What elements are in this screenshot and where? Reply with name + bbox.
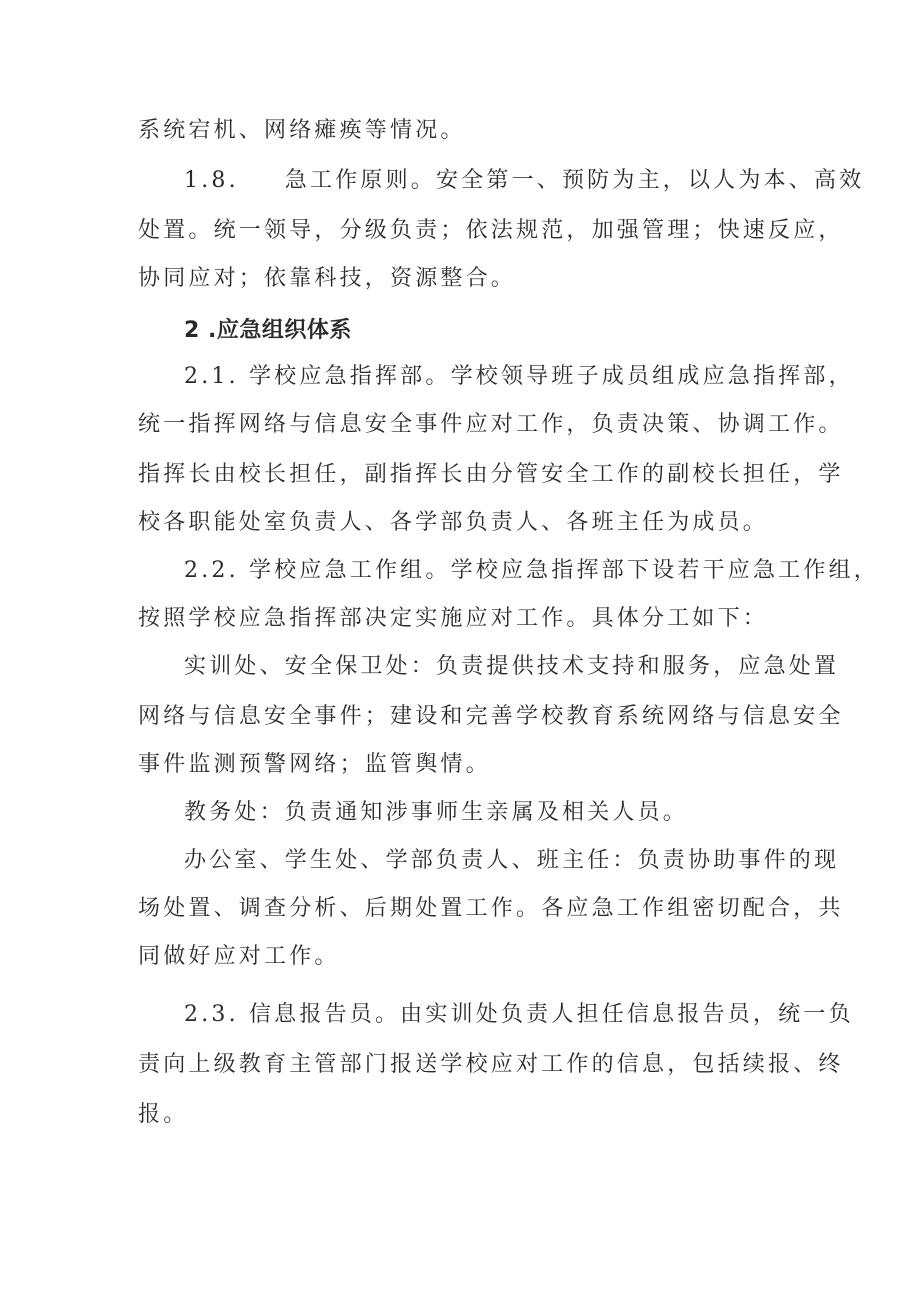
text-line: 同做好应对工作。: [138, 944, 340, 969]
text-line: 2.3. 信息报告员。由实训处负责人担任信息报告员，统一负: [184, 1002, 854, 1027]
text-line: 事件监测预警网络；监管舆情。: [138, 752, 491, 777]
text-line: 按照学校应急指挥部决定实施应对工作。具体分工如下：: [138, 606, 769, 631]
text-line: 校各职能处室负责人、各学部负责人、各班主任为成员。: [138, 510, 769, 535]
text-line: 办公室、学生处、学部负责人、班主任：负责协助事件的现: [184, 848, 840, 873]
text-line: 统一指挥网络与信息安全事件应对工作，负责决策、协调工作。: [138, 412, 844, 437]
text-line: 系统宕机、网络瘫痪等情况。: [138, 118, 466, 143]
text-line: 2.2. 学校应急工作组。学校应急指挥部下设若干应急工作组，: [184, 558, 879, 583]
text-line: 2.1. 学校应急指挥部。学校领导班子成员组成应急指挥部，: [184, 364, 854, 389]
section-text: 急工作原则。安全第一、预防为主，以人为本、高效: [284, 168, 865, 193]
text-line: 教务处：负责通知涉事师生亲属及相关人员。: [184, 800, 689, 825]
text-line: 网络与信息安全事件；建设和完善学校教育系统网络与信息安全: [138, 704, 844, 729]
section-number: 1.8.: [184, 168, 239, 193]
text-line: [184, 166, 864, 196]
text-line: 报。: [138, 1102, 189, 1127]
section-heading: 2 .应急组织体系: [184, 318, 352, 343]
text-line: 协同应对；依靠科技，资源整合。: [138, 266, 517, 291]
text-line: 责向上级教育主管部门报送学校应对工作的信息，包括续报、终: [138, 1052, 844, 1077]
text-line: 实训处、安全保卫处：负责提供技术支持和服务，应急处置: [184, 654, 840, 679]
text-line: 处置。统一领导，分级负责；依法规范，加强管理；快速反应，: [138, 218, 844, 243]
text-line: 指挥长由校长担任，副指挥长由分管安全工作的副校长担任，学: [138, 462, 844, 487]
text-line: 场处置、调查分析、后期处置工作。各应急工作组密切配合，共: [138, 896, 844, 921]
